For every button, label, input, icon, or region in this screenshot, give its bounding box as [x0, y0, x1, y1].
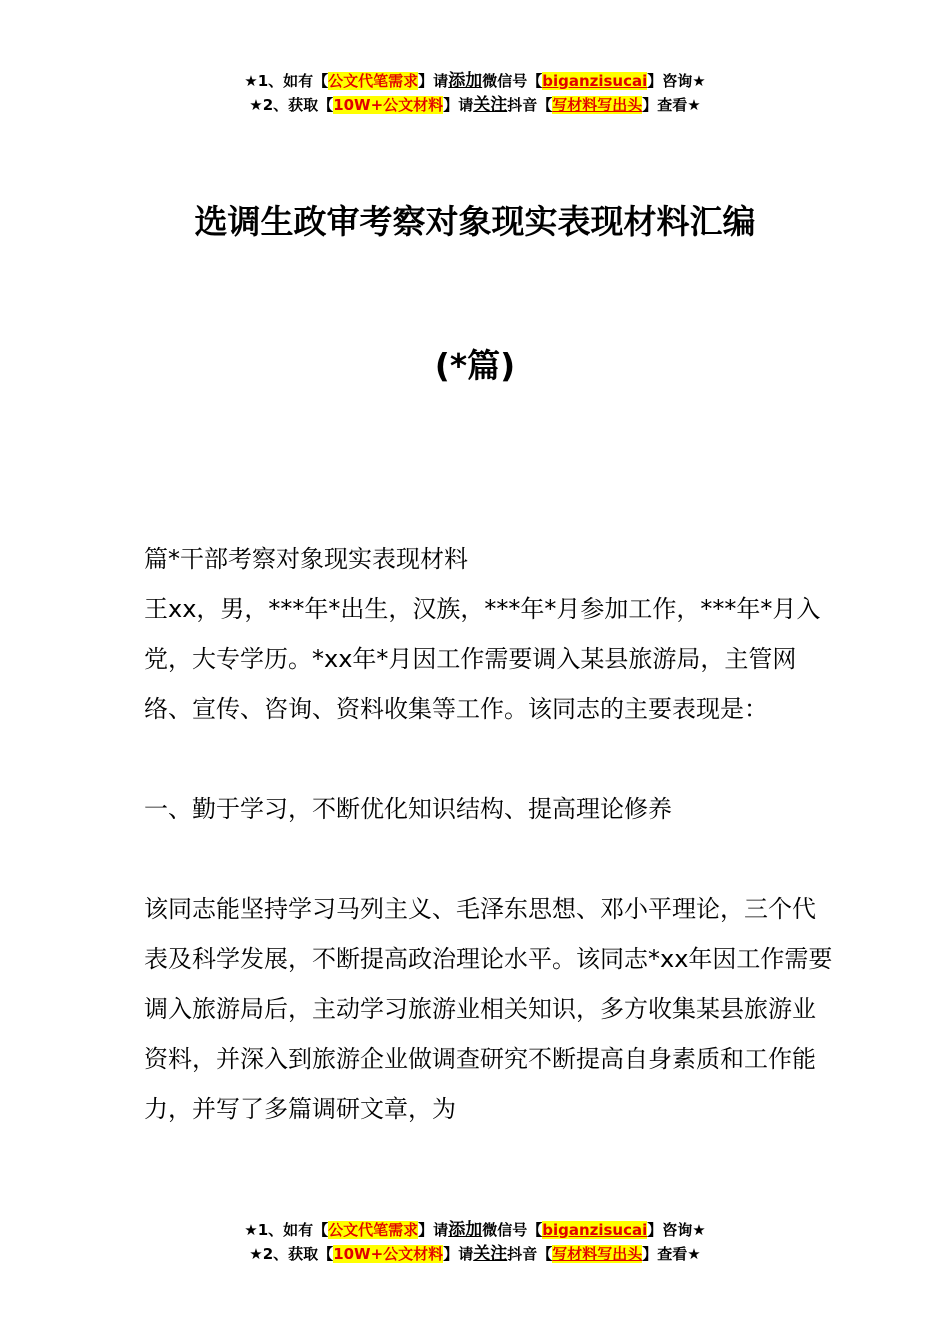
promo-text: 】请: [418, 72, 449, 90]
promo-text: 】请: [443, 1245, 474, 1263]
paragraph: 该同志能坚持学习马列主义、毛泽东思想、邓小平理论，三个代表及科学发展，不断提高政治理论水平。该同志*xx年因工作需要调入旅游局后，主动学习旅游业相关知识，多方收集某县旅游业资料，并深入到旅游企业做调查研究不断提高自身素质和工作能力，并写了多篇调研文章，为: [144, 895, 833, 1123]
promo-highlight: 10W+公文材料: [333, 1245, 444, 1263]
promo-text: ★1、如有【: [244, 72, 329, 90]
paragraph: 王xx，男，***年*出生，汉族，***年*月参加工作，***年*月入党，大专学历。*xx年*月因工作需要调入某县旅游局，主管网络、宣传、咨询、资料收集等工作。该同志的主要表现是：: [144, 595, 821, 723]
promo-header: [0, 69, 950, 117]
promo-text: 】咨询★: [647, 72, 706, 90]
promo-line-2: [0, 1242, 950, 1266]
promo-text: 】查看★: [642, 1245, 701, 1263]
promo-text: 】请: [443, 96, 474, 114]
promo-line-2: [0, 93, 950, 117]
promo-footer: [0, 1218, 950, 1266]
promo-text: 微信号【: [482, 1221, 543, 1239]
promo-douyin-id: 写材料写出头: [552, 96, 643, 114]
promo-line-1: [0, 69, 950, 93]
promo-emphasis: 添加: [448, 71, 483, 91]
promo-text: 抖音【: [507, 1245, 553, 1263]
promo-highlight: 10W+公文材料: [333, 96, 444, 114]
promo-text: 】咨询★: [647, 1221, 706, 1239]
promo-emphasis: 添加: [448, 1220, 483, 1240]
section-title: 篇*干部考察对象现实表现材料: [144, 545, 468, 573]
promo-text: ★1、如有【: [244, 1221, 329, 1239]
promo-text: ★2、获取【: [249, 1245, 334, 1263]
section-heading: 一、勤于学习，不断优化知识结构、提高理论修养: [144, 795, 672, 823]
promo-text: 微信号【: [482, 72, 543, 90]
document-title: 选调生政审考察对象现实表现材料汇编: [194, 202, 756, 241]
promo-text: 】请: [418, 1221, 449, 1239]
promo-highlight: 公文代笔需求: [328, 1221, 419, 1239]
promo-emphasis: 关注: [473, 95, 508, 115]
promo-text: ★2、获取【: [249, 96, 334, 114]
promo-text: 抖音【: [507, 96, 553, 114]
document-subtitle: (*篇): [434, 346, 516, 385]
promo-emphasis: 关注: [473, 1244, 508, 1264]
promo-wechat-id: biganzisucai: [542, 72, 648, 90]
promo-wechat-id: biganzisucai: [542, 1221, 648, 1239]
promo-line-1: [0, 1218, 950, 1242]
promo-highlight: 公文代笔需求: [328, 72, 419, 90]
promo-text: 】查看★: [642, 96, 701, 114]
document-body: [144, 534, 834, 1134]
promo-douyin-id: 写材料写出头: [552, 1245, 643, 1263]
